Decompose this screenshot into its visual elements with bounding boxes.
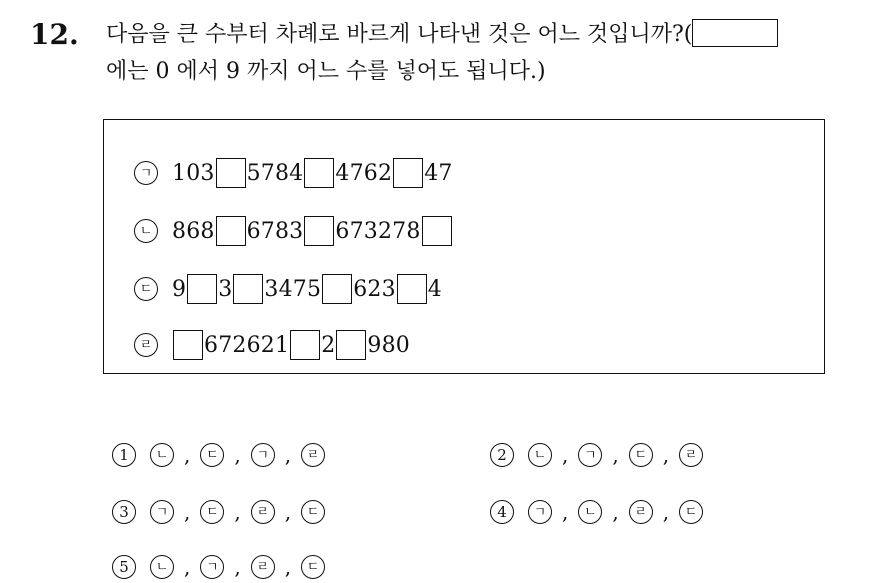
- seq-marker: ㄹ: [629, 500, 653, 524]
- seq-separator: ,: [234, 443, 241, 467]
- seq-separator: ,: [284, 500, 292, 524]
- digit-group: 3: [218, 276, 233, 302]
- seq-separator: ,: [184, 555, 191, 579]
- option-number: 4: [490, 500, 514, 524]
- seq-marker: ㄱ: [528, 500, 552, 524]
- option-sequence: [150, 443, 325, 467]
- item-row-4: [134, 330, 410, 360]
- seq-separator: ,: [662, 500, 670, 524]
- digit-blank: [216, 216, 246, 246]
- seq-separator: ,: [612, 443, 619, 467]
- seq-separator: ,: [184, 500, 191, 524]
- seq-separator: ,: [284, 555, 292, 579]
- answer-option-3[interactable]: [112, 497, 325, 527]
- digit-group: 3475: [264, 276, 322, 302]
- answer-option-5[interactable]: [112, 552, 325, 582]
- answer-blank-example: [692, 19, 778, 47]
- answer-option-4[interactable]: [490, 497, 703, 527]
- seq-marker: ㄱ: [200, 555, 224, 579]
- item-row-3: [134, 274, 442, 304]
- seq-marker: ㄷ: [679, 500, 703, 524]
- digit-group: 103: [172, 160, 215, 186]
- items-box: [103, 119, 825, 374]
- digit-group: 6783: [246, 218, 304, 244]
- seq-marker: ㄷ: [629, 443, 653, 467]
- item-marker: ㄷ: [134, 277, 158, 301]
- item-marker: ㄹ: [134, 333, 158, 357]
- seq-marker: ㄹ: [251, 500, 275, 524]
- item-marker: ㄱ: [134, 161, 158, 185]
- seq-separator: ,: [562, 500, 569, 524]
- question-text-line-2: 에는 0 에서 9 까지 어느 수를 넣어도 됩니다.): [106, 59, 546, 84]
- option-number: 3: [112, 500, 136, 524]
- seq-separator: ,: [612, 500, 619, 524]
- digit-group: 672621: [204, 332, 290, 358]
- seq-separator: ,: [234, 500, 241, 524]
- item-marker: ㄴ: [134, 219, 158, 243]
- digit-group: 868: [172, 218, 215, 244]
- seq-marker: ㄴ: [528, 443, 552, 467]
- seq-marker: ㄹ: [301, 443, 325, 467]
- seq-marker: ㄴ: [150, 555, 174, 579]
- digit-group: 623: [353, 276, 396, 302]
- seq-marker: ㄱ: [150, 500, 174, 524]
- item-row-2: [134, 216, 453, 246]
- digit-blank: [322, 274, 352, 304]
- digit-group: 47: [424, 160, 453, 186]
- digit-group: 673278: [335, 218, 421, 244]
- digit-blank: [304, 216, 334, 246]
- seq-marker: ㄴ: [578, 500, 602, 524]
- question-number: 12.: [30, 18, 79, 51]
- option-number: 5: [112, 555, 136, 579]
- digit-blank: [422, 216, 452, 246]
- seq-marker: ㄹ: [679, 443, 703, 467]
- digit-blank: [397, 274, 427, 304]
- option-number: 2: [490, 443, 514, 467]
- seq-separator: ,: [284, 443, 292, 467]
- digit-group: 9: [172, 276, 187, 302]
- digit-blank: [216, 158, 246, 188]
- item-row-1: [134, 158, 453, 188]
- digit-group: 980: [367, 332, 410, 358]
- seq-marker: ㄷ: [200, 443, 224, 467]
- seq-separator: ,: [662, 443, 670, 467]
- digit-group: 4762: [335, 160, 393, 186]
- question-text: 다음을 큰 수부터 차례로 바르게 나타낸 것은 어느 것입니까?(: [106, 22, 693, 47]
- seq-marker: ㄷ: [301, 500, 325, 524]
- digit-blank: [173, 330, 203, 360]
- seq-marker: ㄷ: [301, 555, 325, 579]
- digit-blank: [393, 158, 423, 188]
- digit-group: 5784: [246, 160, 304, 186]
- option-sequence: [150, 500, 325, 524]
- option-sequence: [150, 555, 325, 579]
- seq-marker: ㄷ: [200, 500, 224, 524]
- answer-option-1[interactable]: [112, 440, 325, 470]
- seq-marker: ㄱ: [251, 443, 275, 467]
- seq-separator: ,: [184, 443, 191, 467]
- digit-blank: [336, 330, 366, 360]
- seq-marker: ㄹ: [251, 555, 275, 579]
- seq-separator: ,: [234, 555, 241, 579]
- seq-marker: ㄴ: [150, 443, 174, 467]
- digit-blank: [290, 330, 320, 360]
- seq-separator: ,: [562, 443, 569, 467]
- option-number: 1: [112, 443, 136, 467]
- answer-option-2[interactable]: [490, 440, 703, 470]
- seq-marker: ㄱ: [578, 443, 602, 467]
- digit-group: 2: [321, 332, 336, 358]
- digit-group: 4: [427, 276, 442, 302]
- digit-blank: [304, 158, 334, 188]
- digit-blank: [233, 274, 263, 304]
- question-text-line-1: [106, 20, 778, 50]
- option-sequence: [528, 443, 703, 467]
- option-sequence: [528, 500, 703, 524]
- digit-blank: [187, 274, 217, 304]
